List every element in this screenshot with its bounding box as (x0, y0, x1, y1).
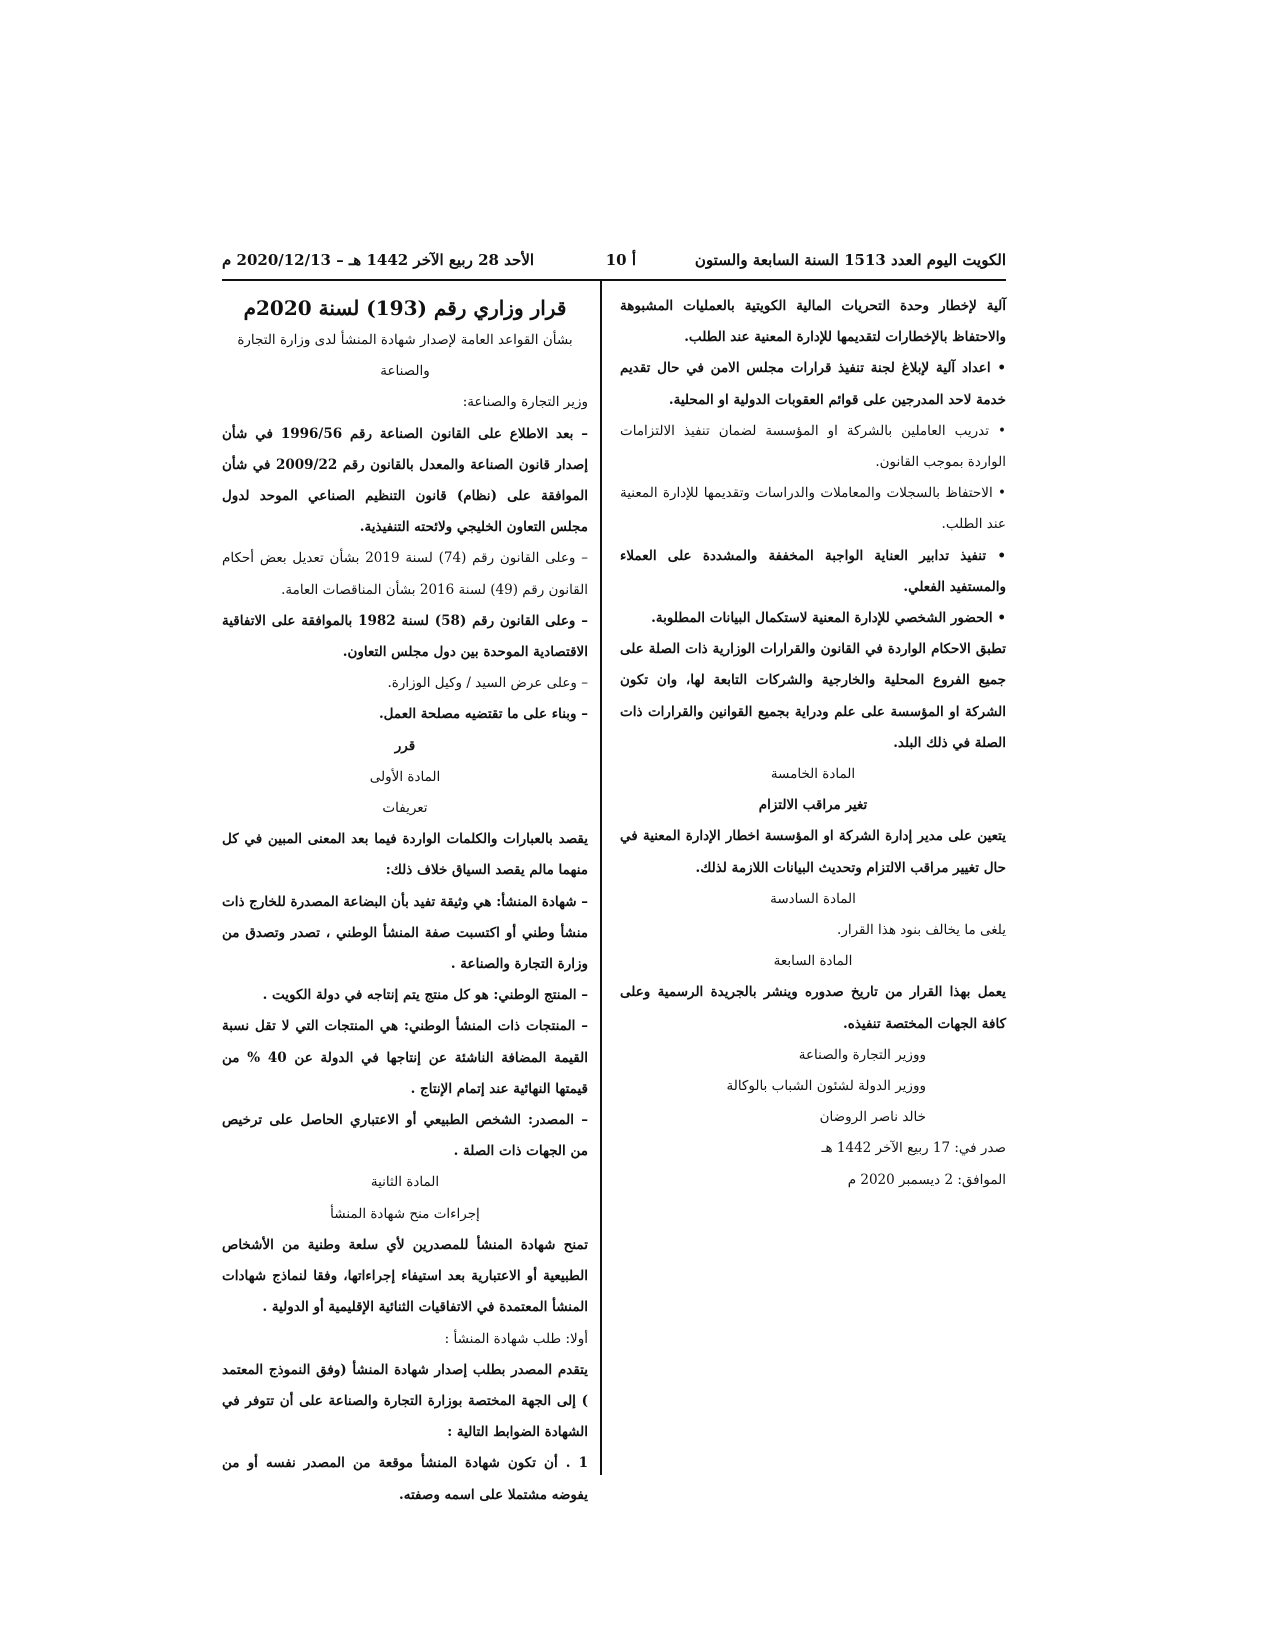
section-heading: المادة السابعة (773, 953, 853, 970)
section-heading: إجراءات منح شهادة المنشأ (330, 1205, 480, 1222)
header-page-number: أ 10 (605, 251, 636, 269)
paragraph: يتقدم المصدر بطلب إصدار شهادة المنشأ (وفق النموذج المعتمد ) إلى الجهة المختصة بوزارة التجارة والصناعة على أن تتوفر في الشهادة الضوابط التالية : (222, 1361, 588, 1441)
section-heading: المادة السادسة (770, 890, 856, 907)
paragraph: – المنتج الوطني: هو كل منتج يتم إنتاجه في دولة الكويت . (262, 987, 588, 1004)
paragraph: – شهادة المنشأ: هي وثيقة تفيد بأن البضاعة المصدرة للخارج ذات منشأ وطني أو اكتسبت صفة المنشأ الوطني ، تصدر وتصدق من وزارة التجارة والصناعة . (222, 893, 588, 973)
section-heading: بشأن القواعد العامة لإصدار شهادة المنشأ لدى وزارة التجارة والصناعة (237, 332, 573, 380)
paragraph: خالد ناصر الروضان (819, 1109, 926, 1126)
paragraph: – وعلى عرض السيد / وكيل الوزارة. (387, 675, 588, 692)
header-issue: الكويت اليوم العدد 1513 السنة السابعة والستون (694, 251, 1006, 269)
paragraph: – المنتجات ذات المنشأ الوطني: هي المنتجات التي لا تقل نسبة القيمة المضافة الناشئة عن إنتاجها في الدولة عن 40 % من قيمتها النهائية عند إتمام الإنتاج . (222, 1018, 588, 1097)
paragraph: صدر في: 17 ربيع الآخر 1442 هـ (821, 1140, 1006, 1157)
paragraph: يتعين على مدير إدارة الشركة او المؤسسة اخطار الإدارة المعنية في حال تغيير مراقب الالتزام وتحديث البيانات اللازمة لذلك. (620, 828, 1006, 876)
header-rule (222, 279, 1006, 281)
paragraph: – وبناء على ما تقتضيه مصلحة العمل. (378, 706, 588, 723)
section-heading: تغير مراقب الالتزام (758, 797, 868, 814)
column-divider (600, 281, 602, 1475)
paragraph: يقصد بالعبارات والكلمات الواردة فيما بعد المعنى المبين في كل منهما مالم يقصد السياق خلاف ذلك: (222, 831, 588, 879)
paragraph: يلغى ما يخالف بنود هذا القرار. (837, 922, 1006, 939)
paragraph: يعمل بهذا القرار من تاريخ صدوره وينشر بالجريدة الرسمية وعلى كافة الجهات المختصة تنفيذه. (620, 984, 1006, 1032)
paragraph: – وعلى القانون رقم (74) لسنة 2019 بشأن تعديل بعض أحكام القانون رقم (49) لسنة 2016 بشأن المناقصات العامة. (222, 550, 588, 598)
paragraph: ووزير التجارة والصناعة (798, 1046, 926, 1063)
paragraph: – بعد الاطلاع على القانون الصناعة رقم 1996/56 في شأن إصدار قانون الصناعة والمعدل بالقانون رقم 2009/22 في شأن الموافقة على (نظام) قانون التنظيم الصناعي الموحد لدول مجلس التعاون الخليجي ولائحته التنفيذية. (222, 425, 588, 536)
paragraph: آلية لإخطار وحدة التحريات المالية الكويتية بالعمليات المشبوهة والاحتفاظ بالإخطارات لتقديمها للإدارة المعنية عند الطلب. (620, 298, 1006, 346)
paragraph: • اعداد آلية لإبلاغ لجنة تنفيذ قرارات مجلس الامن في حال تقديم خدمة لاحد المدرجين على قوائم العقوبات الدولية او المحلية. (620, 360, 1006, 408)
paragraph: • الاحتفاظ بالسجلات والمعاملات والدراسات وتقديمها للإدارة المعنية عند الطلب. (620, 485, 1006, 533)
header-date: الأحد 28 ربيع الآخر 1442 هـ – 2020/12/13 م (222, 251, 535, 269)
paragraph: – المصدر: الشخص الطبيعي أو الاعتباري الحاصل على ترخيص من الجهات ذات الصلة . (222, 1112, 588, 1160)
section-heading: المادة الثانية (370, 1174, 440, 1191)
paragraph: – وعلى القانون رقم (58) لسنة 1982 بالموافقة على الاتفاقية الاقتصادية الموحدة بين دول مجلس التعاون. (222, 612, 588, 661)
paragraph: • الحضور الشخصي للإدارة المعنية لاستكمال البيانات المطلوبة. (651, 610, 1006, 627)
paragraph: ووزير الدولة لشئون الشباب بالوكالة (726, 1078, 926, 1095)
paragraph: تمنح شهادة المنشأ للمصدرين لأي سلعة وطنية من الأشخاص الطبيعية أو الاعتبارية بعد استيفاء إجراءاتها، وفقا لنماذج شهادات المنشأ المعتمدة في الاتفاقيات الثنائية الإقليمية أو الدولية . (222, 1236, 588, 1316)
paragraph: الموافق: 2 ديسمبر 2020 م (847, 1171, 1006, 1188)
section-heading: تعريفات (382, 800, 428, 817)
paragraph: وزير التجارة والصناعة: (462, 394, 588, 411)
gazette-page (222, 245, 1006, 1503)
right-column (620, 291, 1006, 1196)
section-heading: المادة الخامسة (770, 766, 856, 783)
paragraph: • تدريب العاملين بالشركة او المؤسسة لضمان تنفيذ الالتزامات الواردة بموجب القانون. (620, 422, 1006, 471)
paragraph: 1 . أن تكون شهادة المنشأ موقعة من المصدر نفسه أو من يفوضه مشتملا على اسمه وصفته. (222, 1455, 588, 1503)
page-header (222, 245, 1006, 279)
paragraph: تطبق الاحكام الواردة في القانون والقرارات الوزارية ذات الصلة على جميع الفروع المحلية والخارجية والشركات التابعة لها، وان تكون الشركة او المؤسسة على علم ودراية بجميع القوانين والقرارات ذات الصلة في ذلك البلد. (620, 641, 1006, 751)
paragraph: • تنفيذ تدابير العناية الواجبة المخففة والمشددة على العملاء والمستفيد الفعلي. (620, 547, 1006, 595)
section-heading: المادة الأولى (369, 768, 441, 785)
section-heading: قرر (394, 737, 416, 754)
paragraph: أولا: طلب شهادة المنشأ : (444, 1330, 588, 1347)
left-column (222, 291, 588, 1511)
decision-title: قرار وزاري رقم (193) لسنة 2020م (243, 296, 567, 320)
